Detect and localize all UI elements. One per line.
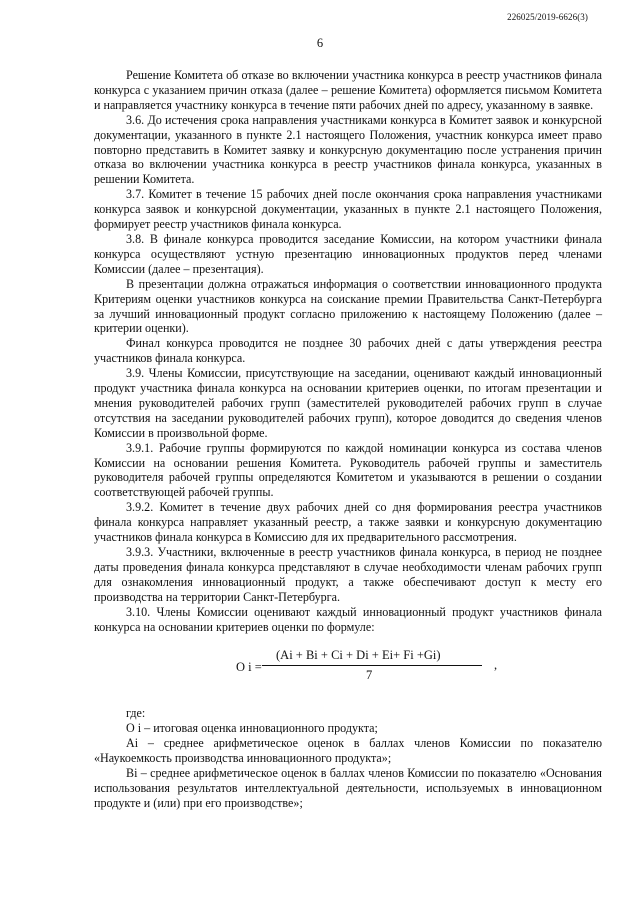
fraction-bar (262, 665, 482, 666)
paragraph-refusal-decision: Решение Комитета об отказе во включении участника конкурса в реестр участников финала конкурса с указанием причин отказа (далее – решение Комитета) оформляется письмом Комитета и направляется участнику конкурса в течение пяти рабочих дней по адресу, указанному в заявке. (94, 68, 602, 112)
paragraph-3-10: 3.10. Члены Комиссии оценивают каждый инновационный продукт участников финала конкурса на основании критериев оценки по формуле: (94, 604, 602, 634)
formula-lhs: O i = (236, 660, 262, 675)
page-number: 6 (316, 36, 324, 50)
paragraph-3-6: 3.6. До истечения срока направления участниками конкурса в Комитет заявок и конкурсной документации, указанного в пункте 2.1 настоящего Положения, участник конкурса имеет право повторно представить в Комитет заявку и конкурсную документацию после устранения причин отказа во включении участника конкурса в реестр участников финала конкурса, указанных в решении Комитета. (94, 112, 602, 187)
definitions-intro: где: (126, 706, 146, 721)
definition-bi: Bi – среднее арифметическое оценок в баллах членов Комиссии по показателю «Основания использования результатов интеллектуальной деятельности, используемых в инновационном продукте и (или) при его производстве»; (94, 766, 602, 810)
formula-comma: , (494, 658, 498, 673)
paragraph-3-7: 3.7. Комитет в течение 15 рабочих дней после окончания срока направления участниками конкурса заявок и конкурсной документации, указанных в пункте 2.1 настоящего Положения, формирует реестр участников финала конкурса. (94, 187, 602, 232)
paragraph-3-9: 3.9. Члены Комиссии, присутствующие на заседании, оценивают каждый инновационный продукт участника финала конкурса на основании критериев оценки, по итогам презентации и мнения руководителей рабочих групп (заместителей руководителей рабочих групп в случае отсутствия на заседании руководителей рабочих групп), которое доводится до сведения членов Комиссии в произвольной форме. (94, 366, 602, 440)
formula-numerator: (Ai + Bi + Ci + Di + Ei+ Fi +Gi) (276, 648, 441, 663)
formula-denominator: 7 (366, 668, 373, 683)
document-body (94, 68, 602, 811)
definition-oi: O i – итоговая оценка инновационного продукта; (126, 721, 378, 736)
paragraph-3-8: 3.8. В финале конкурса проводится заседание Комиссии, на котором участники финала конкурса осуществляют устную презентацию инновационных продуктов перед членами Комиссии (далее – презентация). (94, 231, 602, 276)
paragraph-presentation-info: В презентации должна отражаться информация о соответствии инновационного продукта Критериям оценки участников конкурса на соискание премии Правительства Санкт-Петербурга за лучший инновационный продукт согласно приложению к настоящему Положению (далее – критерии оценки). (94, 276, 602, 336)
paragraph-3-9-2: 3.9.2. Комитет в течение двух рабочих дней со дня формирования реестра участников финала конкурса направляет указанный реестр, а также заявки и конкурсную документацию участников финала конкурса в Комиссию для их предварительного рассмотрения. (94, 500, 602, 545)
document-number: 226025/2019-6626(3) (507, 12, 588, 22)
paragraph-3-9-1: 3.9.1. Рабочие группы формируются по каждой номинации конкурса из состава членов Комиссии на основании решения Комитета. Руководитель рабочей группы и заместитель руководителя рабочей группы определяются Комитетом и указываются в решении о создании соответствующей рабочей группы. (94, 440, 602, 500)
score-formula (94, 636, 602, 706)
paragraph-final-deadline: Финал конкурса проводится не позднее 30 рабочих дней с даты утверждения реестра участников финала конкурса. (94, 336, 602, 366)
paragraph-3-9-3: 3.9.3. Участники, включенные в реестр участников финала конкурса, в период не позднее даты проведения финала конкурса представляют в случае необходимости членам рабочих групп для ознакомления инновационный продукт, а также обеспечивают доступ к месту его производства на территории Санкт-Петербурга. (94, 545, 602, 604)
definition-ai: Ai – среднее арифметическое оценок в баллах членов Комиссии по показателю «Наукоемкость производства инновационного продукта»; (94, 736, 602, 766)
